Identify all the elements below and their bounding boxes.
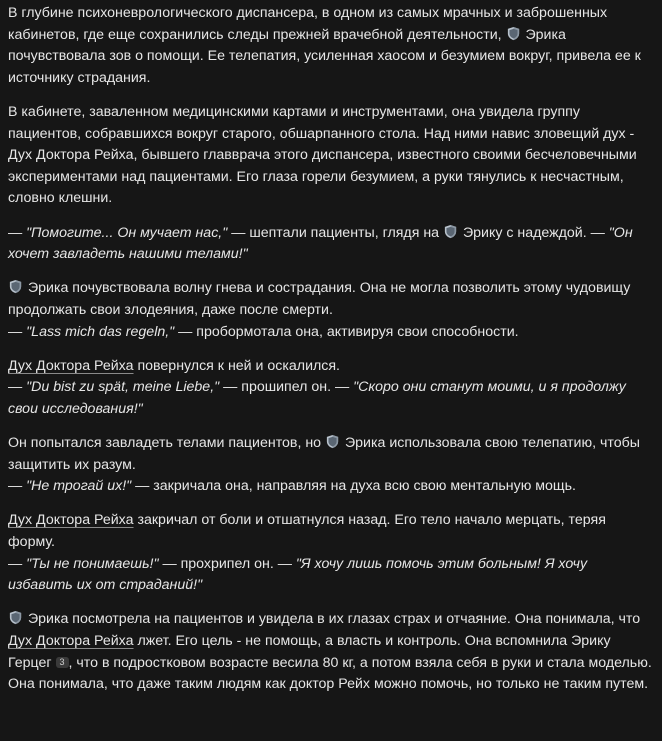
quote: "Я хочу лишь помочь этим больным! Я хочу избавить их от страданий!" [8,555,588,594]
text: — прошипел он. — [219,379,354,396]
dash: — [8,224,27,241]
paragraph-5 [8,356,652,421]
quote: "Он хочет завладеть нашими телами!" [8,224,633,263]
quote: "Ты не понимаешь!" [26,555,159,572]
dash: — [8,323,27,340]
dash: — [8,478,27,495]
entity-link[interactable]: Дух Доктора Рейха [8,512,134,529]
paragraph-2 [8,102,652,210]
text: — прохрипел он. — [158,555,296,572]
text: Эрика посмотрела на пациентов и увидела в их глазах страх и отчаяние. Она понимала, что [24,611,641,628]
paragraph-1 [8,3,652,89]
text: , что в подростковом возрасте весила 80 кг, а потом взяла себя в руки и стала моделью. Она понимала, что даже таким людям как доктор Рейх можно помочь, но только не таким путем. [8,654,652,693]
quote: "Помогите... Он мучает нас," [26,224,228,241]
entity-link[interactable]: Дух Доктора Рейха [8,357,134,374]
text: Он попытался завладеть телами пациентов, но [8,435,326,452]
quote: "Du bist zu spät, meine Liebe," [26,379,220,396]
text: В кабинете, заваленном медицинскими картами и инструментами, она увидела группу пациентов, собравшихся вокруг старого, обшарпанного стола. Над ними навис зловещий дух - Дух Доктора Рейха, бывшего главврача этого диспансера, известного своими бесчеловечными экспериментами над пациентами. Его глаза горели безумием, а руки тянулись к несчастным, словно клешни. [8,103,637,207]
quote: "Lass mich das regeln," [26,323,175,340]
text: — пробормотала она, активируя свои способности. [174,323,519,340]
text: повернулся к ней и оскалился. [133,357,341,374]
paragraph-6 [8,433,652,498]
shield-icon [506,26,521,41]
text: — закричала она, направляя на духа всю свою ментальную мощь. [131,478,576,495]
paragraph-7 [8,510,652,596]
paragraph-4 [8,278,652,343]
paragraph-8 [8,609,652,695]
text: Эрика использовала свою телепатию, чтобы защитить их разум. [8,435,640,473]
shield-icon [8,610,23,625]
shield-icon [8,279,23,294]
text: Эрика почувствовала зов о помощи. Ее телепатия, усиленная хаосом и безумием вокруг, привела ее к источнику страдания. [8,26,641,86]
citation-badge[interactable]: 3 [56,657,69,668]
text: — шептали пациенты, глядя на [227,224,444,241]
text: Эрику с надеждой. — [459,224,609,241]
shield-icon [443,224,458,239]
entity-link[interactable]: Дух Доктора Рейха [8,633,134,649]
text: закричал от боли и отшатнулся назад. Его тело начало мерцать, теряя форму. [8,512,606,551]
paragraph-3 [8,223,652,266]
quote: "Не трогай их!" [26,478,132,495]
text: лжет. Его цель - не помощь, а власть и контроль. Она вспомнила Эрику Герцег [8,633,611,671]
dash: — [8,555,27,572]
text: В глубине психоневрологического диспансера, в одном из самых мрачных и заброшенных кабинетов, где еще сохранились следы прежней врачебной деятельности, [8,5,608,43]
text: Эрика почувствовала волну гнева и сострадания. Она не могла позволить этому чудовищу продолжать свои злодеяния, даже после смерти. [8,280,631,318]
dash: — [8,379,27,396]
shield-icon [325,434,340,449]
quote: "Скоро они станут моими, и я продолжу свои исследования!" [8,379,626,417]
